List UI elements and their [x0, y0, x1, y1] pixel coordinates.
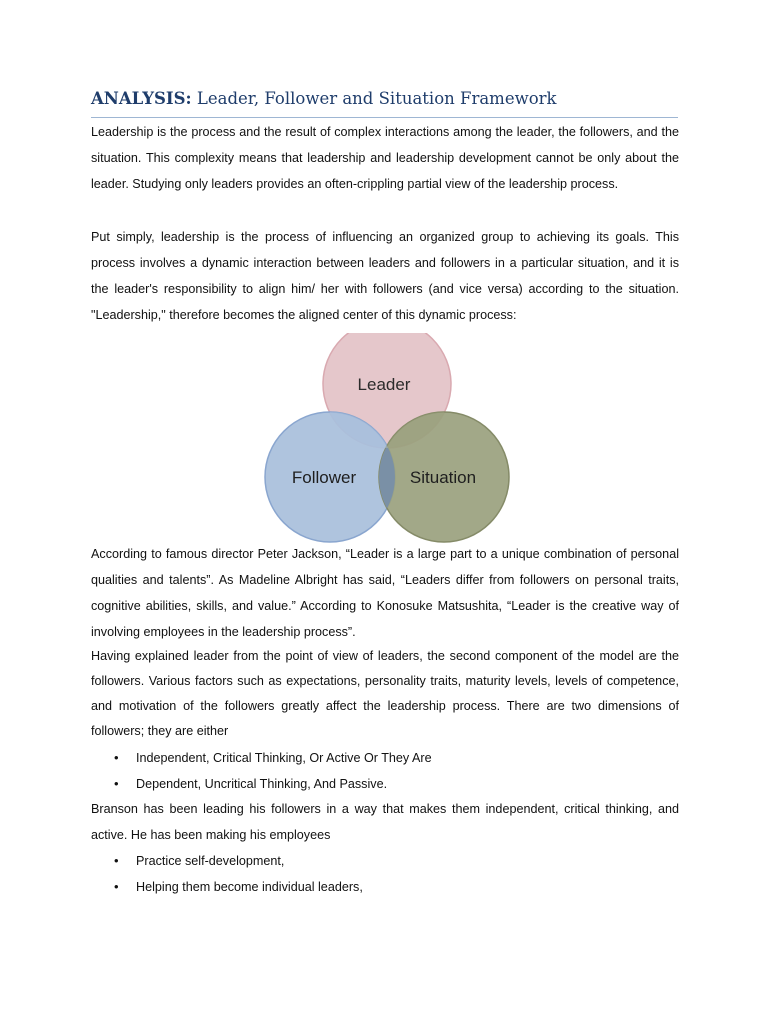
paragraph-branson: Branson has been leading his followers in a way that makes them independent, critical thinking, and active. He has been making his employees — [91, 802, 679, 842]
venn-label-situation: Situation — [409, 468, 477, 487]
list-item-text: Helping them become individual leaders, — [136, 880, 363, 894]
heading-title: Leader, Follower and Situation Framework — [196, 89, 557, 108]
venn-label-follower: Follower — [291, 468, 357, 487]
paragraph-quotes: According to famous director Peter Jackson, “Leader is a large part to a unique combination of personal qualities and talents”. As Madeline Albright has said, “Leaders differ from followers on personal traits, cognitive abilities, skills, and value.” According to Konosuke Matsushita, “Leader is the creative way of involving employees in the leadership process”. — [91, 547, 679, 639]
heading-underline — [91, 117, 678, 118]
paragraph-intro: Leadership is the process and the result of complex interactions among the leader, the followers, and the situation. This complexity means that leadership and leadership development cannot be only about the leader. Studying only leaders provides an often-crippling partial view of the leadership process. — [91, 125, 679, 191]
list-item — [91, 874, 679, 900]
list-item — [91, 745, 679, 771]
list-item — [91, 771, 679, 797]
bullet-list-branson-actions — [91, 848, 679, 900]
bullet-icon: • — [114, 879, 119, 894]
paragraph-definition: Put simply, leadership is the process of influencing an organized group to achieving its goals. This process involves a dynamic interaction between leaders and followers in a particular situation, and it is the leader's responsibility to align him/ her with followers (and vice versa) according to the situation. "Leadership," therefore becomes the aligned center of this dynamic process: — [91, 230, 679, 322]
paragraph-followers: Having explained leader from the point of view of leaders, the second component of the model are the followers. Various factors such as expectations, personality traits, maturity levels, levels of competence, and motivation of the followers greatly affect the leadership process. There are two dimensions of followers; they are either — [91, 649, 679, 738]
list-item-text: Dependent, Uncritical Thinking, And Passive. — [136, 777, 388, 791]
section-heading — [91, 89, 557, 108]
list-item — [91, 848, 679, 874]
venn-diagram — [262, 333, 522, 543]
bullet-icon: • — [114, 853, 119, 868]
bullet-list-follower-dimensions — [91, 745, 679, 797]
venn-label-leader: Leader — [357, 375, 411, 394]
list-item-text: Practice self-development, — [136, 854, 285, 868]
bullet-icon: • — [114, 776, 119, 791]
list-item-text: Independent, Critical Thinking, Or Active Or They Are — [136, 751, 432, 765]
bullet-icon: • — [114, 750, 119, 765]
heading-lead: ANALYSIS: — [91, 89, 192, 108]
